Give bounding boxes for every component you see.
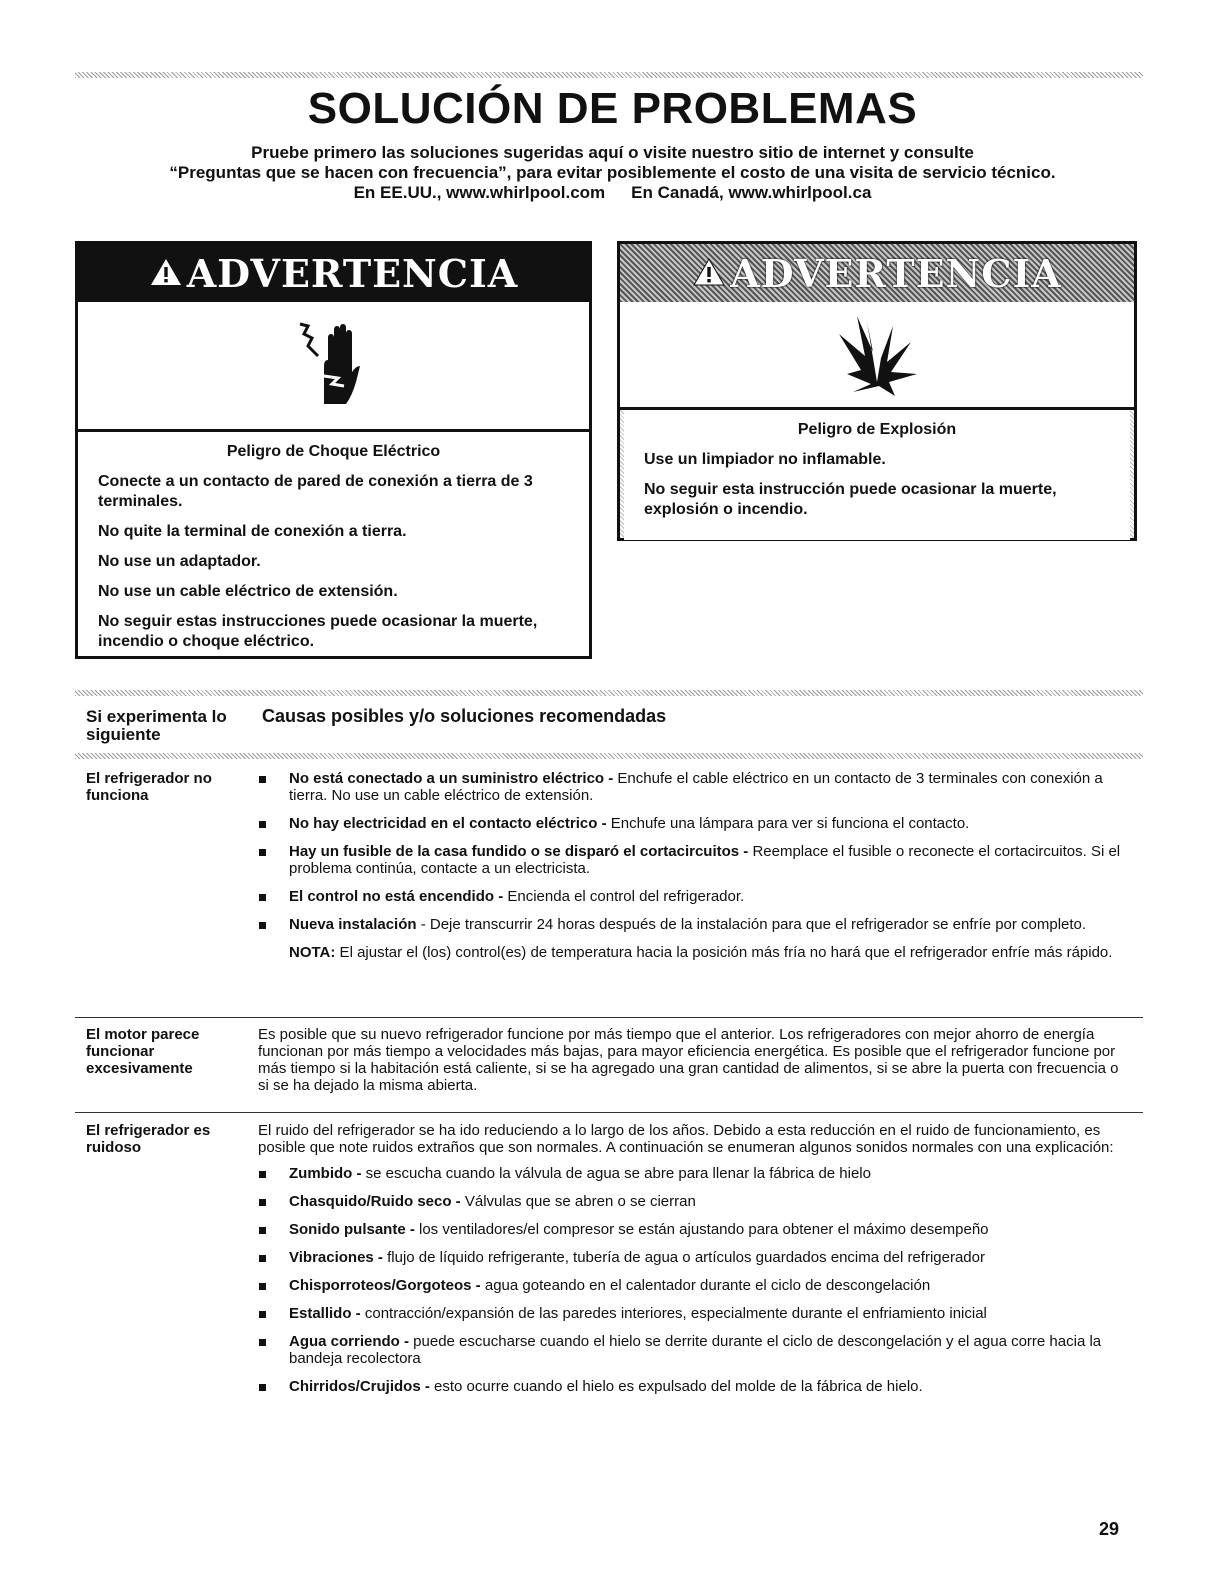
intro-line-2: “Preguntas que se hacen con frecuencia”, para evitar posiblemente el costo de una visita de servicio técnico. [169, 163, 1056, 182]
warning-header [78, 244, 589, 302]
row-content-ruidoso [258, 1122, 1128, 1406]
warning-line: No use un cable eléctrico de extensión. [98, 583, 398, 600]
list-item: Chasquido/Ruido seco - Válvulas que se abren o se cierran [258, 1193, 1128, 1210]
warning-triangle-icon [692, 251, 726, 296]
table-header-divider [75, 753, 1143, 759]
warning-heading: ADVERTENCIA [186, 250, 519, 296]
warning-header [620, 244, 1134, 302]
explosion-icon [620, 302, 1134, 410]
row-label-no-funciona: El refrigerador no funciona [86, 770, 212, 804]
column-header-symptom: Si experimenta lo siguiente [86, 707, 227, 744]
row-content-motor [258, 1026, 1128, 1103]
top-divider [75, 72, 1143, 78]
list-item: Zumbido - se escucha cuando la válvula de agua se abre para llenar la fábrica de hielo [258, 1165, 1128, 1182]
hazard-label: Peligro de Explosión [797, 421, 957, 438]
warning-line: No use un adaptador. [98, 553, 261, 570]
warning-box-electric-shock [75, 241, 592, 659]
row-divider [75, 1112, 1143, 1113]
row-divider [75, 1017, 1143, 1018]
warning-line: Conecte a un contacto de pared de conexión a tierra de 3 terminales. [98, 473, 533, 510]
column-header-solutions: Causas posibles y/o soluciones recomendadas [262, 706, 667, 726]
warning-line: Use un limpiador no inflamable. [644, 451, 886, 468]
list-item: Chisporroteos/Gorgoteos - agua goteando en el calentador durante el ciclo de descongelación [258, 1277, 1128, 1294]
list-item: El control no está encendido - Encienda el control del refrigerador. [258, 888, 1128, 905]
intro-websites [0, 183, 1225, 203]
row-label-motor: El motor parece funcionar excesivamente [86, 1026, 200, 1077]
list-item: Agua corriendo - puede escucharse cuando el hielo se derrite durante el ciclo de descongelación y el agua corre hacia la bandeja recolectora [258, 1333, 1128, 1367]
list-item: No está conectado a un suministro eléctrico - Enchufe el cable eléctrico en un contacto de 3 terminales con conexión a tierra. No use un cable eléctrico de extensión. [258, 770, 1128, 804]
table-top-divider [75, 690, 1143, 696]
paragraph: Es posible que su nuevo refrigerador funcione por más tiempo que el anterior. Los refrigeradores con mejor ahorro de energía funcionan por más tiempo a velocidades más bajas, para mayor eficiencia energética. Es posible que el refrigerador funcione por más tiempo si la habitación está caliente, si se ha agregado una gran cantidad de alimentos, si se abre la puerta con frecuencia o si se ha dejado la misma abierta. [258, 1026, 1119, 1094]
warning-box-explosion [617, 241, 1137, 541]
warning-body [78, 432, 589, 652]
warning-line: No quite la terminal de conexión a tierra. [98, 523, 407, 540]
list-item: Nueva instalación - Deje transcurrir 24 horas después de la instalación para que el refrigerador se enfríe por completo. [258, 916, 1128, 933]
note: NOTA: El ajustar el (los) control(es) de temperatura hacia la posición más fría no hará que el refrigerador enfríe más rápido. [289, 944, 1113, 961]
paragraph: El ruido del refrigerador se ha ido reduciendo a lo largo de los años. Debido a esta reducción en el ruido de funcionamiento, es posible que note ruidos extraños que son normales. A continuación se enumeran algunos sonidos normales con una explicación: [258, 1122, 1114, 1156]
list-item: No hay electricidad en el contacto eléctrico - Enchufe una lámpara para ver si funciona el contacto. [258, 815, 1128, 832]
us-website: En EE.UU., www.whirlpool.com [353, 183, 606, 202]
warning-heading: ADVERTENCIA [730, 250, 1062, 296]
canada-website: En Canadá, www.whirlpool.ca [631, 183, 872, 202]
row-label-ruidoso: El refrigerador es ruidoso [86, 1122, 211, 1156]
page-number: 29 [1099, 1519, 1120, 1539]
list-item: Vibraciones - flujo de líquido refrigerante, tubería de agua o artículos guardados encima del refrigerador [258, 1249, 1128, 1266]
list-item: Estallido - contracción/expansión de las paredes interiores, especialmente durante el enfriamiento inicial [258, 1305, 1128, 1322]
list-item: Chirridos/Crujidos - esto ocurre cuando el hielo es expulsado del molde de la fábrica de hielo. [258, 1378, 1128, 1395]
page-title: SOLUCIÓN DE PROBLEMAS [307, 84, 918, 133]
intro-line-1: Pruebe primero las soluciones sugeridas aquí o visite nuestro sitio de internet y consulte [251, 143, 974, 162]
intro-text [0, 143, 1225, 203]
row-content-no-funciona [258, 770, 1128, 972]
warning-line: No seguir esta instrucción puede ocasionar la muerte, explosión o incendio. [644, 481, 1057, 518]
warning-body [624, 410, 1130, 540]
warning-line: No seguir estas instrucciones puede ocasionar la muerte, incendio o choque eléctrico. [98, 613, 538, 650]
hazard-label: Peligro de Choque Eléctrico [226, 443, 441, 460]
warning-triangle-icon [149, 251, 183, 296]
electric-shock-hand-icon [78, 302, 589, 432]
list-item: Hay un fusible de la casa fundido o se disparó el cortacircuitos - Reemplace el fusible o reconecte el cortacircuitos. Si el problema continúa, contacte a un electricista. [258, 843, 1128, 877]
list-item: Sonido pulsante - los ventiladores/el compresor se están ajustando para obtener el máximo desempeño [258, 1221, 1128, 1238]
